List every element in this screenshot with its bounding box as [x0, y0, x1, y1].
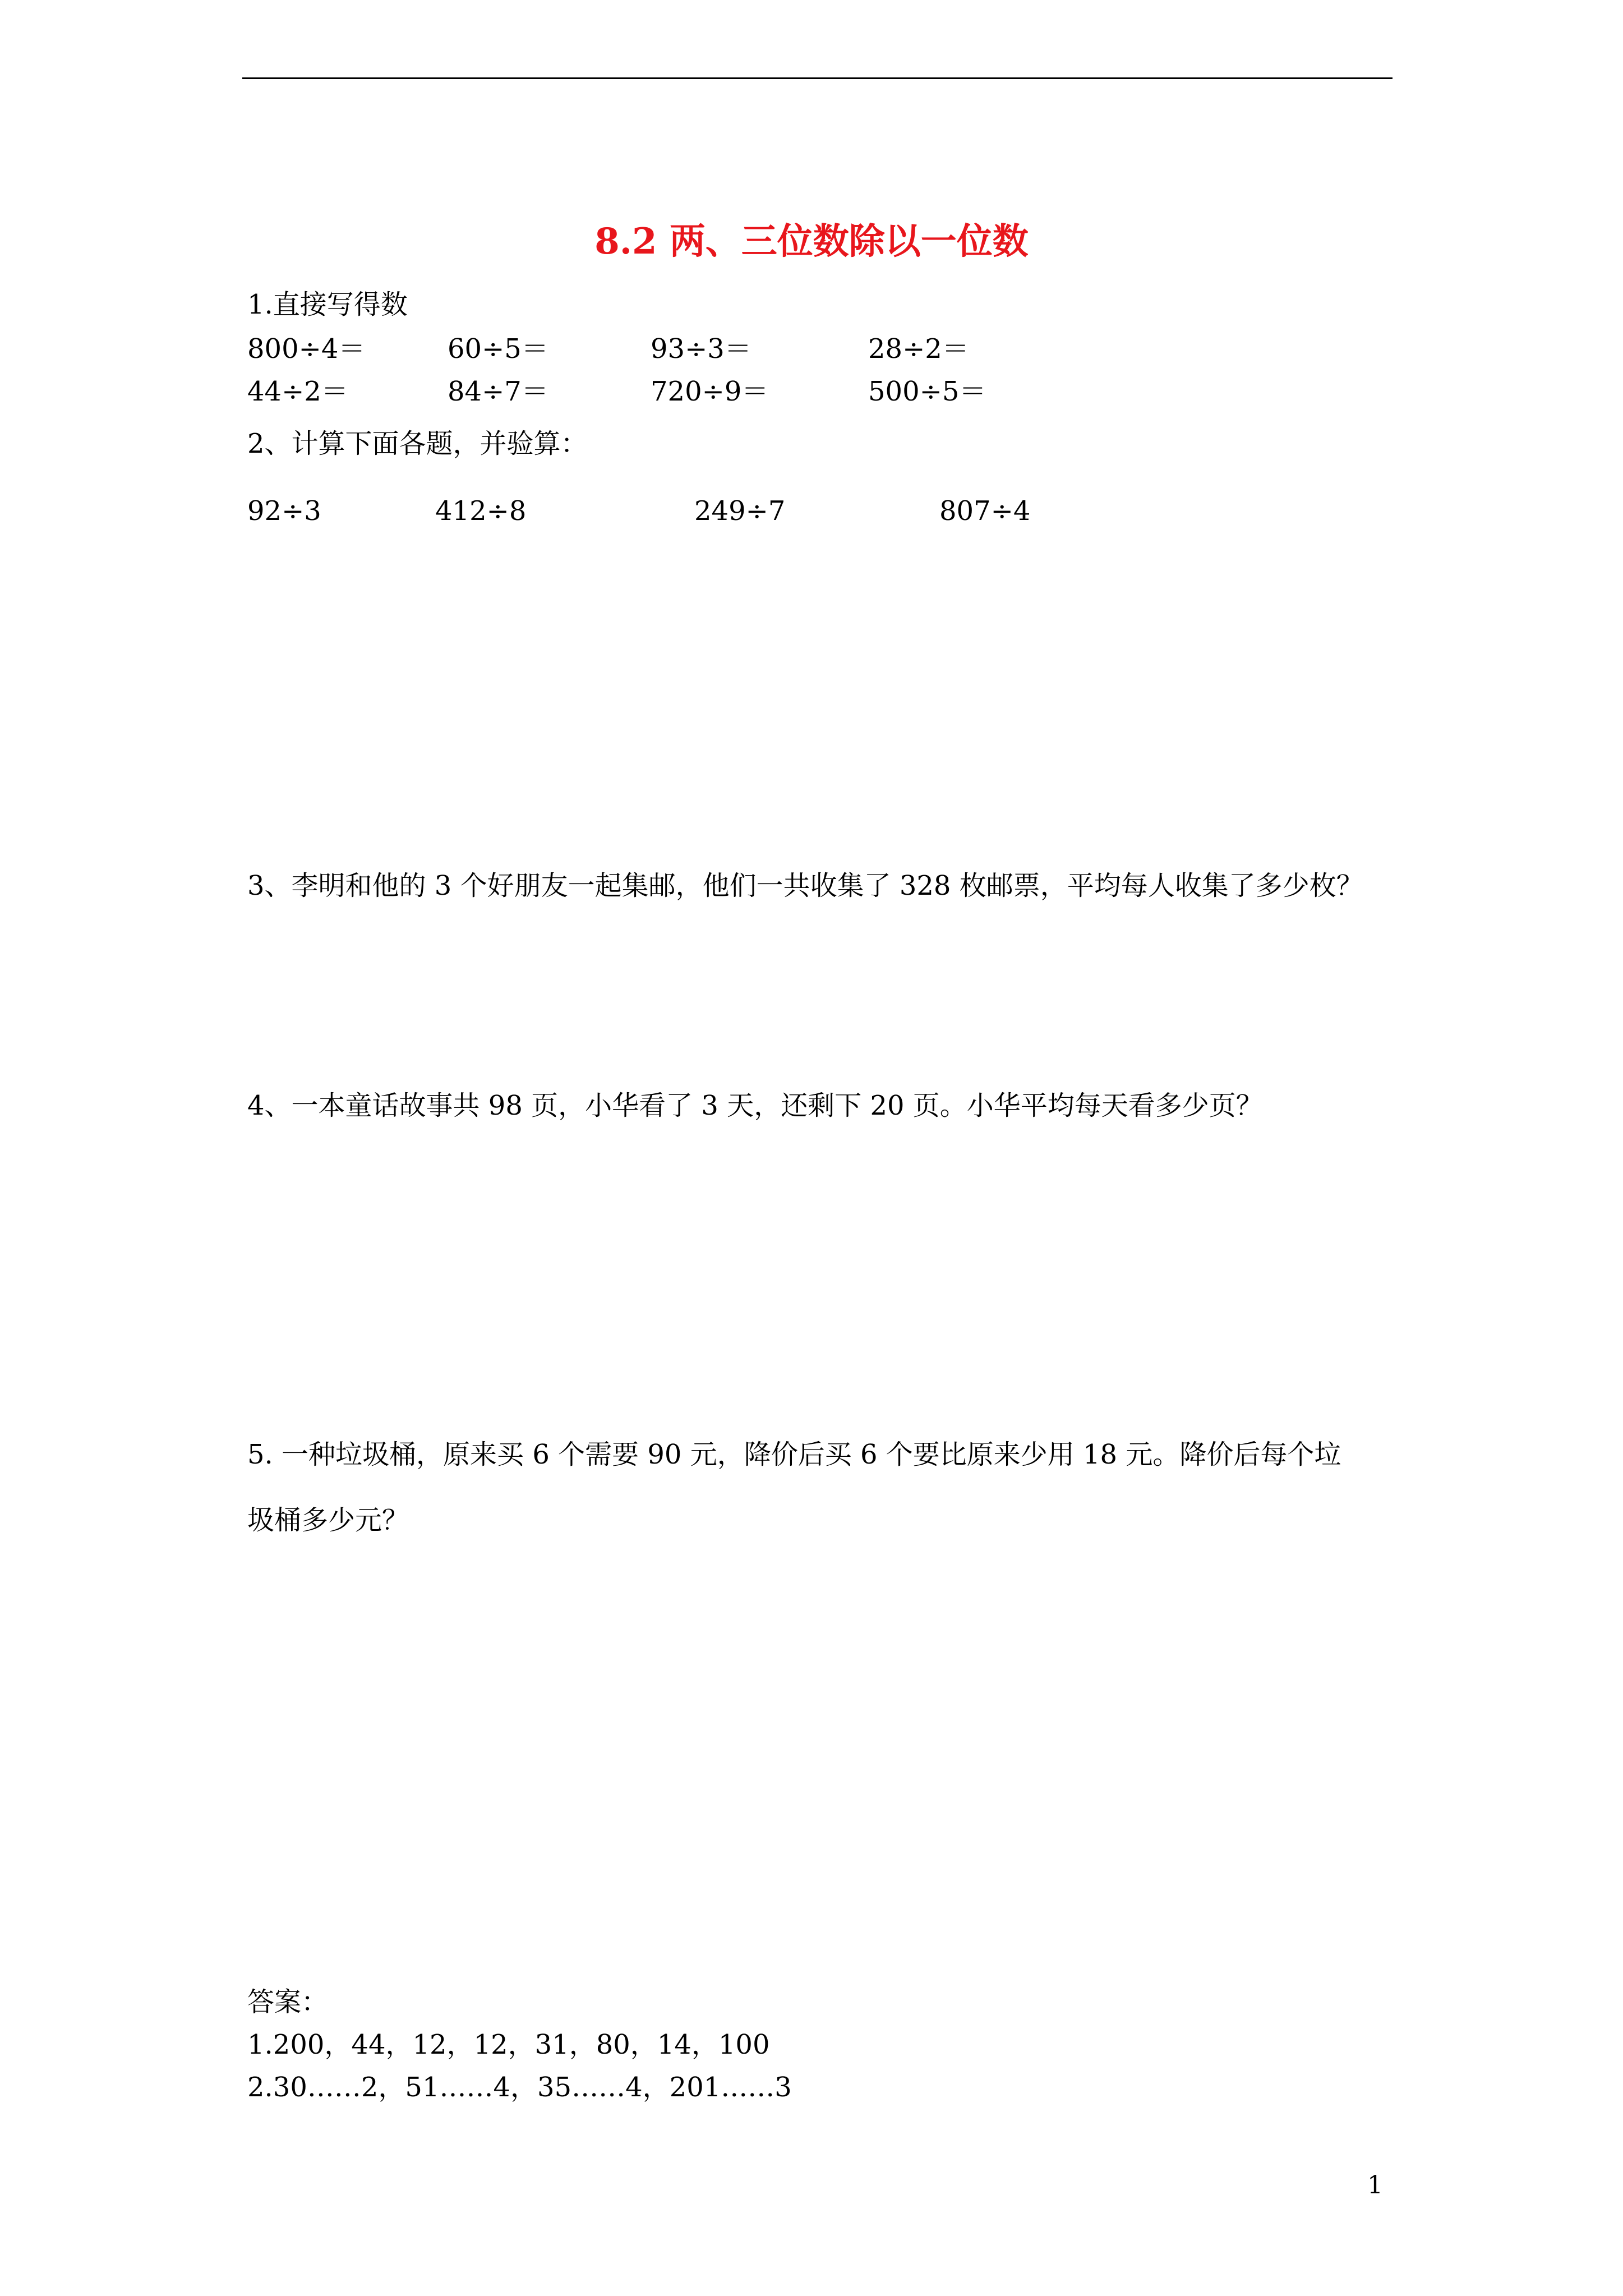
q3-text: 3、李明和他的 3 个好朋友一起集邮，他们一共收集了 328 枚邮票，平均每人收集了多少枚？	[247, 870, 1363, 901]
answers-line: 2.30……2，51……4，35……4，201……3	[247, 2072, 792, 2103]
q5-text-line2: 圾桶多少元？	[247, 1504, 409, 1536]
page-title: 8.2 两、三位数除以一位数	[594, 220, 1029, 263]
q2-heading: 2、计算下面各题，并验算：	[247, 428, 588, 459]
q1-item: 500÷5＝	[868, 376, 986, 407]
q1-heading: 1.直接写得数	[247, 289, 408, 320]
q1-item: 84÷7＝	[448, 376, 548, 407]
q2-item: 92÷3	[247, 495, 321, 527]
q1-item: 60÷5＝	[448, 333, 548, 365]
q1-item: 720÷9＝	[651, 376, 769, 407]
q1-item: 800÷4＝	[247, 333, 366, 365]
q2-item: 249÷7	[694, 495, 786, 527]
q1-item: 28÷2＝	[868, 333, 969, 365]
answers-line: 1.200，44，12，12，31，80，14，100	[247, 2029, 770, 2060]
answers-heading: 答案：	[247, 1986, 329, 2018]
q2-item: 807÷4	[939, 495, 1031, 527]
page-number: 1	[1367, 2171, 1383, 2200]
q1-item: 93÷3＝	[651, 333, 751, 365]
q4-text: 4、一本童话故事共 98 页，小华看了 3 天，还剩下 20 页。小华平均每天看多少页？	[247, 1090, 1263, 1121]
q1-item: 44÷2＝	[247, 376, 348, 407]
q2-item: 412÷8	[435, 495, 527, 527]
q5-text-line1: 5. 一种垃圾桶，原来买 6 个需要 90 元，降价后买 6 个要比原来少用 18 元。降价后每个垃	[247, 1439, 1341, 1470]
header-rule	[242, 77, 1393, 79]
